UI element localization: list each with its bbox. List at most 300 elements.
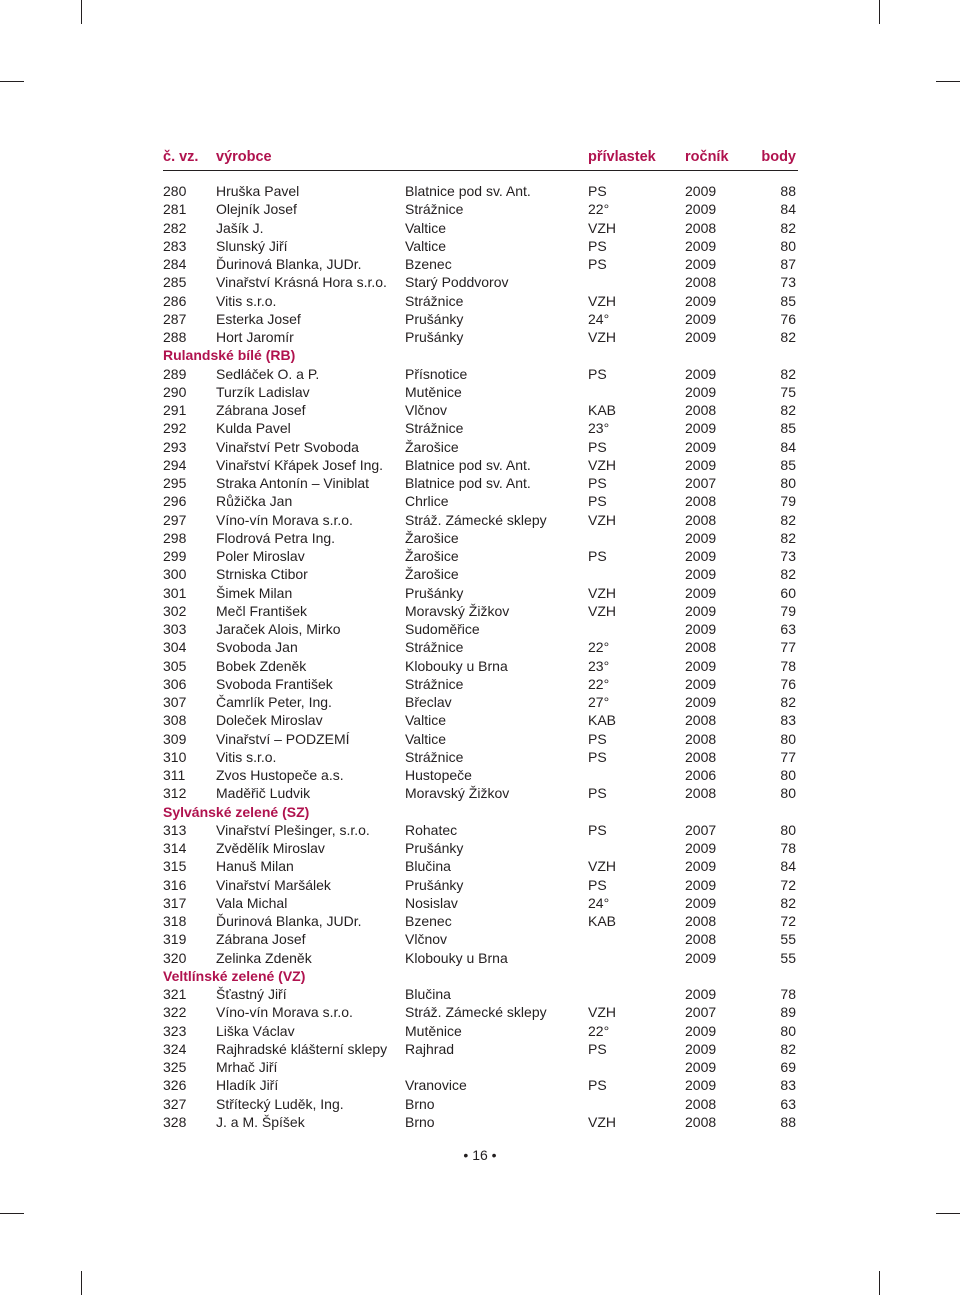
cell-points: 82 (780, 219, 796, 236)
cell-attribute: PS (588, 475, 607, 491)
cell-location: Valtice (405, 712, 446, 729)
cell-producer: Vinařství Krásná Hora s.r.o. (216, 274, 387, 291)
cell-attribute: 23° (588, 420, 610, 437)
cell-points: 76 (780, 310, 796, 327)
table-row (163, 401, 798, 419)
cell-location: Žarošice (405, 438, 459, 455)
cell-producer: Sedláček O. a P. (216, 365, 320, 382)
crop-mark (879, 1271, 880, 1295)
cell-points: 88 (780, 1113, 796, 1130)
cell-points: 79 (780, 602, 796, 619)
table-row (163, 511, 798, 529)
cell-number: 283 (163, 237, 187, 254)
cell-year: 2009 (685, 566, 717, 583)
cell-number: 317 (163, 894, 187, 911)
table-row (163, 949, 798, 967)
cell-producer: Vitis s.r.o. (216, 748, 277, 765)
cell-location: Bzenec (405, 256, 452, 272)
table-row (163, 328, 798, 346)
table-row (163, 602, 798, 620)
cell-points: 78 (780, 840, 796, 856)
cell-attribute: VZH (588, 511, 616, 528)
cell-points: 82 (780, 566, 796, 583)
cell-number: 327 (163, 1095, 187, 1112)
cell-location: Strážnice (405, 675, 464, 692)
cell-attribute: 24° (588, 894, 610, 911)
cell-year: 2008 (685, 913, 717, 929)
cell-attribute: 24° (588, 310, 610, 327)
table-row (163, 657, 798, 675)
cell-location: Hustopeče (405, 767, 472, 783)
cell-location: Blatnice pod sv. Ant. (405, 456, 531, 473)
cell-number: 308 (163, 712, 187, 729)
cell-location: Strážnice (405, 639, 464, 656)
cell-producer: Svoboda Jan (216, 639, 298, 656)
cell-number: 281 (163, 201, 187, 218)
header-producer: výrobce (216, 149, 272, 165)
cell-points: 82 (780, 511, 796, 528)
cell-number: 307 (163, 694, 187, 710)
cell-producer: Šimek Milan (216, 584, 293, 601)
cell-producer: Střítecký Luděk, Ing. (216, 1095, 344, 1112)
cell-attribute: PS (588, 785, 607, 802)
crop-mark (81, 1271, 82, 1295)
section-heading (163, 803, 798, 821)
cell-points: 73 (780, 548, 796, 564)
cell-location: Žarošice (405, 548, 459, 564)
cell-producer: Olejník Josef (216, 201, 297, 218)
cell-points: 82 (780, 894, 796, 911)
header-divider (163, 170, 798, 171)
table-row (163, 584, 798, 602)
cell-location: Prušánky (405, 584, 464, 601)
table-row (163, 711, 798, 729)
cell-year: 2009 (685, 1022, 717, 1039)
table-row (163, 894, 798, 912)
cell-location: Valtice (405, 219, 446, 236)
cell-attribute: PS (588, 237, 607, 254)
table-row (163, 930, 798, 948)
cell-location: Prušánky (405, 876, 464, 893)
cell-number: 289 (163, 365, 187, 382)
cell-points: 89 (780, 1004, 796, 1021)
cell-producer: Zvos Hustopeče a.s. (216, 767, 344, 783)
cell-location: Valtice (405, 730, 446, 747)
cell-location: Rajhrad (405, 1040, 455, 1057)
cell-number: 316 (163, 876, 187, 893)
cell-location: Prušánky (405, 840, 464, 856)
cell-year: 2009 (685, 201, 717, 218)
cell-attribute: PS (588, 1040, 607, 1057)
cell-number: 282 (163, 219, 187, 236)
cell-year: 2009 (685, 675, 717, 692)
cell-attribute: PS (588, 183, 607, 199)
cell-attribute: VZH (588, 1113, 616, 1130)
cell-year: 2009 (685, 602, 717, 619)
header-number: č. vz. (163, 149, 199, 165)
cell-producer: Vinařství Maršálek (216, 876, 331, 893)
cell-location: Prušánky (405, 329, 464, 345)
cell-number: 287 (163, 310, 187, 327)
cell-producer: Růžička Jan (216, 493, 293, 510)
cell-points: 80 (780, 767, 796, 783)
cell-points: 82 (780, 529, 796, 546)
cell-points: 60 (780, 584, 796, 601)
cell-number: 298 (163, 529, 187, 546)
cell-number: 321 (163, 986, 187, 1002)
cell-points: 84 (780, 438, 796, 455)
cell-location: Vlčnov (405, 931, 448, 948)
cell-location: Blatnice pod sv. Ant. (405, 475, 531, 491)
table-row (163, 1040, 798, 1058)
cell-location: Strážnice (405, 420, 464, 437)
cell-producer: Straka Antonín – Viniblat (216, 475, 370, 491)
cell-producer: Hladík Jiří (216, 1077, 279, 1094)
cell-attribute: PS (588, 256, 607, 272)
table-row (163, 1003, 798, 1021)
cell-number: 290 (163, 383, 187, 400)
cell-points: 63 (780, 621, 796, 637)
cell-attribute: 22° (588, 1022, 610, 1039)
cell-attribute: KAB (588, 913, 617, 929)
cell-attribute: VZH (588, 858, 616, 875)
cell-year: 2008 (685, 748, 717, 765)
table-row (163, 474, 798, 492)
cell-number: 324 (163, 1040, 187, 1057)
cell-location: Přísnotice (405, 365, 468, 382)
cell-number: 295 (163, 475, 187, 491)
cell-attribute: VZH (588, 329, 616, 345)
table-row (163, 365, 798, 383)
cell-producer: Vinařství Křápek Josef Ing. (216, 456, 384, 473)
cell-year: 2009 (685, 438, 717, 455)
cell-producer: Liška Václav (216, 1022, 295, 1039)
cell-points: 83 (780, 712, 796, 729)
cell-year: 2009 (685, 858, 717, 875)
cell-year: 2009 (685, 365, 717, 382)
header-points: body (761, 149, 796, 165)
crop-mark (879, 0, 880, 24)
cell-producer: Vinařství Petr Svoboda (216, 438, 359, 455)
table-row (163, 273, 798, 291)
cell-points: 80 (780, 821, 796, 838)
cell-number: 312 (163, 785, 187, 802)
table-row (163, 438, 798, 456)
cell-producer: Hanuš Milan (216, 858, 294, 875)
cell-location: Brno (405, 1095, 435, 1112)
cell-producer: Vala Michal (216, 894, 288, 911)
cell-location: Stráž. Zámecké sklepy (405, 1004, 547, 1021)
table-row (163, 784, 798, 802)
cell-points: 79 (780, 493, 796, 510)
cell-location: Rohatec (405, 821, 458, 838)
cell-location: Vranovice (405, 1077, 467, 1094)
cell-producer: Poler Miroslav (216, 548, 305, 564)
cell-year: 2006 (685, 767, 717, 783)
cell-producer: Mečl František (216, 602, 308, 619)
table-row (163, 219, 798, 237)
cell-location: Starý Poddvorov (405, 274, 509, 291)
cell-points: 82 (780, 329, 796, 345)
cell-year: 2009 (685, 657, 717, 674)
cell-producer: Svoboda František (216, 675, 333, 692)
cell-number: 291 (163, 402, 187, 418)
cell-points: 80 (780, 785, 796, 802)
cell-year: 2008 (685, 730, 717, 747)
cell-producer: Zelinka Zdeněk (216, 949, 312, 966)
table-row (163, 1058, 798, 1076)
cell-points: 82 (780, 694, 796, 710)
cell-producer: Slunský Jiří (216, 237, 288, 254)
cell-location: Blatnice pod sv. Ant. (405, 183, 531, 199)
cell-producer: Kulda Pavel (216, 420, 291, 437)
cell-year: 2009 (685, 894, 717, 911)
cell-location: Strážnice (405, 748, 464, 765)
cell-attribute: 22° (588, 639, 610, 656)
cell-producer: Mrhač Jiří (216, 1059, 278, 1075)
cell-number: 318 (163, 913, 187, 929)
crop-mark (0, 1213, 24, 1214)
cell-year: 2009 (685, 1077, 717, 1094)
table-row (163, 1022, 798, 1040)
cell-points: 55 (780, 949, 796, 966)
cell-year: 2009 (685, 183, 717, 199)
cell-points: 72 (780, 913, 796, 929)
header-attribute: přívlastek (588, 149, 656, 165)
cell-location: Chrlice (405, 493, 449, 510)
cell-year: 2008 (685, 639, 717, 656)
table-row (163, 292, 798, 310)
table-row (163, 310, 798, 328)
cell-location: Mutěnice (405, 1022, 462, 1039)
cell-attribute: PS (588, 493, 607, 510)
cell-points: 87 (780, 256, 796, 272)
cell-year: 2009 (685, 1040, 717, 1057)
cell-points: 83 (780, 1077, 796, 1094)
cell-location: Brno (405, 1113, 435, 1130)
table-row (163, 1113, 798, 1131)
cell-points: 82 (780, 402, 796, 418)
table-row (163, 182, 798, 200)
crop-mark (81, 0, 82, 24)
cell-producer: Jaraček Alois, Mirko (216, 621, 341, 637)
cell-producer: Maděřič Ludvik (216, 785, 311, 802)
cell-location: Blučina (405, 858, 451, 875)
cell-attribute: VZH (588, 602, 616, 619)
cell-attribute: VZH (588, 1004, 616, 1021)
cell-year: 2009 (685, 310, 717, 327)
table-row (163, 821, 798, 839)
cell-points: 82 (780, 365, 796, 382)
cell-producer: Zvědělík Miroslav (216, 840, 325, 856)
cell-producer: Hort Jaromír (216, 329, 294, 345)
table-row (163, 620, 798, 638)
cell-number: 313 (163, 821, 187, 838)
table-row (163, 547, 798, 565)
cell-attribute: PS (588, 821, 607, 838)
cell-attribute: PS (588, 876, 607, 893)
cell-producer: Strniska Ctibor (216, 566, 308, 583)
section-title: Rulandské bílé (RB) (163, 347, 296, 364)
crop-mark (936, 81, 960, 82)
cell-points: 84 (780, 858, 796, 875)
cell-year: 2009 (685, 986, 717, 1002)
cell-number: 303 (163, 621, 187, 637)
table-row (163, 766, 798, 784)
cell-attribute: VZH (588, 292, 616, 309)
cell-producer: Šťastný Jiří (216, 986, 287, 1002)
cell-points: 85 (780, 456, 796, 473)
cell-producer: Čamrlík Peter, Ing. (216, 694, 332, 710)
cell-number: 325 (163, 1059, 187, 1075)
cell-points: 75 (780, 383, 796, 400)
cell-number: 301 (163, 584, 187, 601)
cell-year: 2009 (685, 840, 717, 856)
cell-producer: J. a M. Špíšek (216, 1113, 305, 1130)
table-row (163, 383, 798, 401)
cell-year: 2009 (685, 548, 717, 564)
cell-producer: Rajhradské klášterní sklepy (216, 1040, 388, 1057)
crop-mark (936, 1213, 960, 1214)
cell-number: 293 (163, 438, 187, 455)
table-row (163, 912, 798, 930)
cell-producer: Hruška Pavel (216, 183, 300, 199)
cell-points: 80 (780, 237, 796, 254)
cell-number: 292 (163, 420, 187, 437)
cell-attribute: VZH (588, 456, 616, 473)
cell-producer: Vinařství – PODZEMÍ (216, 730, 350, 747)
cell-year: 2008 (685, 931, 717, 948)
cell-year: 2007 (685, 821, 717, 838)
cell-year: 2007 (685, 1004, 717, 1021)
cell-number: 323 (163, 1022, 187, 1039)
cell-number: 300 (163, 566, 187, 583)
cell-attribute: PS (588, 730, 607, 747)
cell-number: 320 (163, 949, 187, 966)
table-row (163, 839, 798, 857)
cell-year: 2008 (685, 1095, 717, 1112)
cell-location: Nosislav (405, 894, 458, 911)
cell-points: 78 (780, 657, 796, 674)
cell-year: 2009 (685, 383, 717, 400)
cell-number: 310 (163, 748, 187, 765)
cell-attribute: 27° (588, 694, 610, 710)
cell-points: 84 (780, 201, 796, 218)
header-year: ročník (685, 149, 729, 165)
cell-year: 2009 (685, 694, 717, 710)
cell-year: 2008 (685, 712, 717, 729)
cell-points: 72 (780, 876, 796, 893)
cell-points: 78 (780, 986, 796, 1002)
section-heading (163, 346, 798, 364)
cell-attribute: 23° (588, 657, 610, 674)
cell-number: 296 (163, 493, 187, 510)
cell-year: 2008 (685, 493, 717, 510)
cell-points: 85 (780, 420, 796, 437)
cell-year: 2009 (685, 237, 717, 254)
cell-attribute: 22° (588, 201, 610, 218)
table-header (163, 147, 798, 169)
section-title: Sylvánské zelené (SZ) (163, 803, 310, 820)
cell-year: 2009 (685, 420, 717, 437)
cell-producer: Flodrová Petra Ing. (216, 529, 336, 546)
cell-year: 2008 (685, 785, 717, 802)
cell-number: 326 (163, 1077, 187, 1094)
cell-points: 73 (780, 274, 796, 291)
cell-producer: Zábrana Josef (216, 402, 306, 418)
cell-year: 2008 (685, 1113, 717, 1130)
cell-year: 2009 (685, 876, 717, 893)
cell-producer: Bobek Zdeněk (216, 657, 307, 674)
section-heading (163, 967, 798, 985)
cell-year: 2008 (685, 274, 717, 291)
cell-location: Strážnice (405, 292, 464, 309)
cell-number: 306 (163, 675, 187, 692)
cell-attribute: VZH (588, 219, 616, 236)
cell-location: Mutěnice (405, 383, 462, 400)
cell-location: Stráž. Zámecké sklepy (405, 511, 547, 528)
table-row (163, 565, 798, 583)
table-row (163, 529, 798, 547)
cell-year: 2009 (685, 621, 717, 637)
table-row (163, 255, 798, 273)
page-number: • 16 • (463, 1147, 497, 1163)
cell-location: Žarošice (405, 566, 459, 583)
cell-number: 302 (163, 602, 187, 619)
cell-year: 2009 (685, 256, 717, 272)
cell-producer: Ďurinová Blanka, JUDr. (216, 256, 362, 272)
cell-number: 286 (163, 292, 187, 309)
cell-points: 77 (780, 748, 796, 765)
cell-number: 299 (163, 548, 187, 564)
cell-points: 85 (780, 292, 796, 309)
table-row (163, 985, 798, 1003)
cell-year: 2009 (685, 329, 717, 345)
cell-producer: Ďurinová Blanka, JUDr. (216, 913, 362, 929)
cell-year: 2009 (685, 949, 717, 966)
cell-year: 2009 (685, 456, 717, 473)
cell-producer: Doleček Miroslav (216, 712, 323, 729)
cell-points: 76 (780, 675, 796, 692)
cell-number: 314 (163, 840, 187, 856)
table-row (163, 693, 798, 711)
cell-location: Žarošice (405, 529, 459, 546)
cell-attribute: KAB (588, 402, 617, 418)
cell-attribute: PS (588, 365, 607, 382)
cell-attribute: VZH (588, 584, 616, 601)
cell-year: 2008 (685, 511, 717, 528)
cell-points: 82 (780, 1040, 796, 1057)
cell-number: 285 (163, 274, 187, 291)
table-row (163, 857, 798, 875)
cell-year: 2009 (685, 529, 717, 546)
cell-points: 63 (780, 1095, 796, 1112)
cell-number: 309 (163, 730, 187, 747)
cell-attribute: PS (588, 1077, 607, 1094)
cell-number: 294 (163, 456, 187, 473)
results-table (163, 182, 798, 1131)
table-row (163, 456, 798, 474)
cell-location: Klobouky u Brna (405, 949, 508, 966)
cell-location: Bzenec (405, 913, 452, 929)
table-row (163, 638, 798, 656)
cell-year: 2009 (685, 1059, 717, 1075)
cell-producer: Zábrana Josef (216, 931, 306, 948)
table-row (163, 419, 798, 437)
cell-points: 55 (780, 931, 796, 948)
cell-year: 2007 (685, 475, 717, 491)
cell-location: Břeclav (405, 694, 452, 710)
